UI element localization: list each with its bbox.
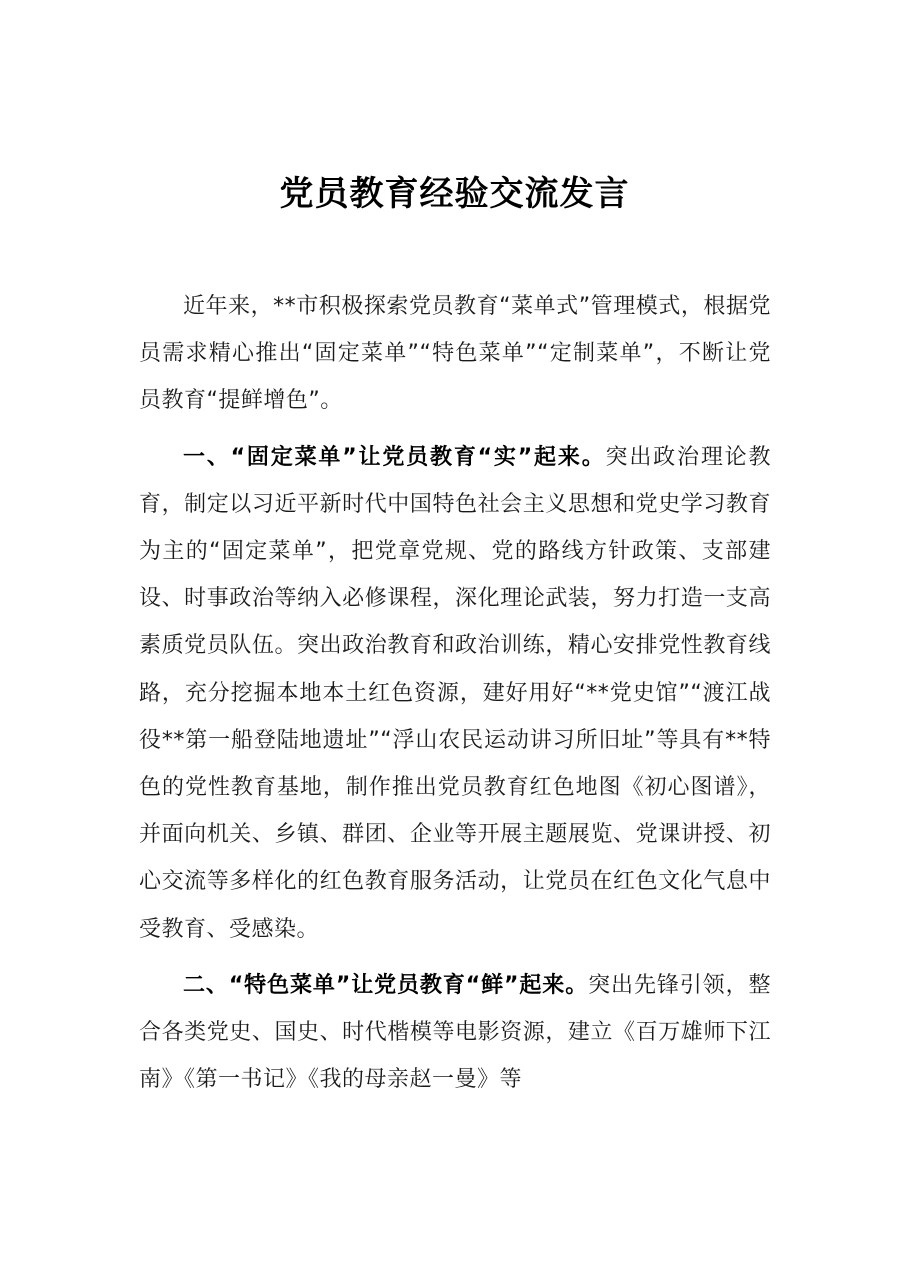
section-heading-1: 一、“固定菜单”让党员教育“实”起来。 (183, 444, 606, 470)
document-body (139, 283, 771, 1103)
section-body-2: 突出先锋引领，整合各类党史、国史、时代楷模等电影资源，建立《百万雄师下江南》《第一书记》《我的母亲赵一曼》等 (139, 972, 771, 1093)
section-heading-2: 二、“特色菜单”让党员教育“鲜”起来。 (183, 972, 589, 998)
intro-paragraph: 近年来，**市积极探索党员教育“菜单式”管理模式，根据党员需求精心推出“固定菜单”“特色菜单”“定制菜单”，不断让党员教育“提鲜增色”。 (139, 294, 771, 414)
section-body-1: 突出政治理论教育，制定以习近平新时代中国特色社会主义思想和党史学习教育为主的“固定菜单”，把党章党规、党的路线方针政策、支部建设、时事政治等纳入必修课程，深化理论武装，努力打造一支高素质党员队伍。突出政治教育和政治训练，精心安排党性教育线路，充分挖掘本地本土红色资源，建好用好“**党史馆”“渡江战役**第一船登陆地遗址”“浮山农民运动讲习所旧址”等具有**特色的党性教育基地，制作推出党员教育红色地图《初心图谱》，并面向机关、乡镇、群团、企业等开展主题展览、党课讲授、初心交流等多样化的红色教育服务活动，让党员在红色文化气息中受教育、受感染。 (139, 444, 771, 942)
section-paragraph-2 (139, 962, 771, 1104)
document-title: 党员教育经验交流发言 (279, 173, 630, 214)
section-paragraph-1 (139, 434, 771, 953)
